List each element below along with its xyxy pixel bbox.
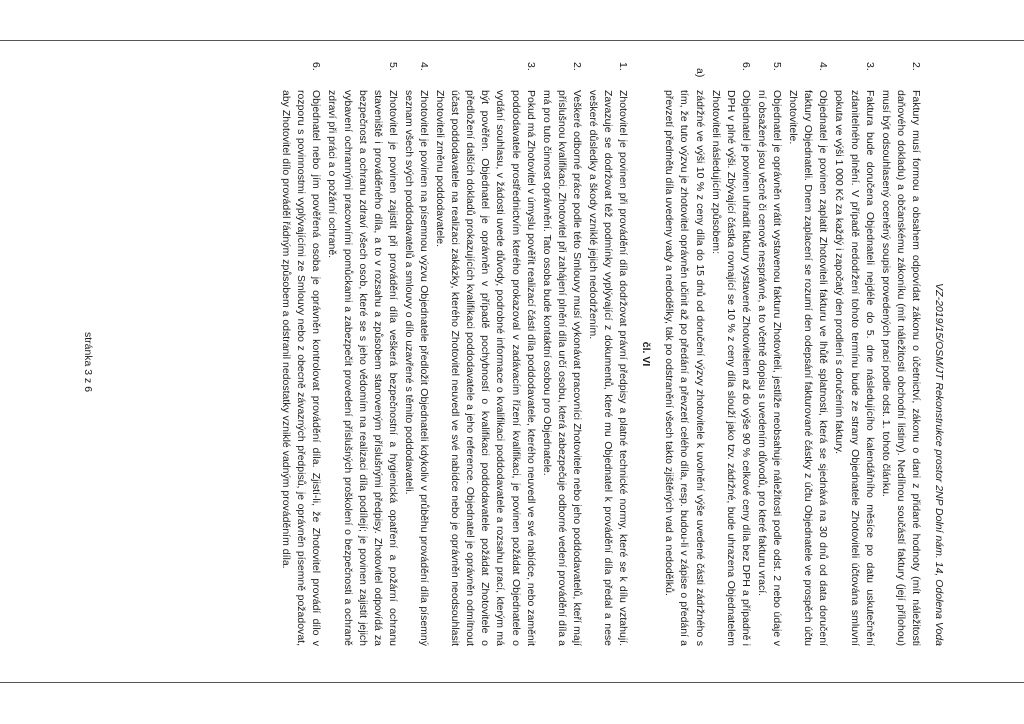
sub-item — [661, 62, 706, 646]
list-item-number: 2. — [909, 62, 922, 71]
sub-item-text: zádržné ve výši 10 % z ceny díla do 15 dnů od doručení výzvy zhotovitele k uvolnění výše uvedené části zádržného s tím, že tuto výzvu je zhotovitel oprávněn učinit až po předání a převzetí celého díla, resp. budou-li v zápise o předání a převzetí předmětu díla uvedeny vady a nedodělky, tak po odstranění všech takto zjištěných vad a nedodělků. — [663, 90, 706, 646]
top-rule — [0, 40, 1024, 41]
list-item-number: 4. — [418, 62, 430, 71]
page-header: VZ-2019/15/OSM/JT Rekonstrukce prostor 2NP Dolní nám. 14, Odolena Voda — [933, 283, 945, 646]
list-item — [785, 62, 830, 646]
payment-terms-list — [708, 62, 923, 646]
article-title: čl. VI — [640, 341, 653, 367]
list-item-text: Objednatel je povinen uhradit faktury vystavené Zhotovitelem až do výše 90 % celkové ceny díla bez DPH a případně i DPH v plné výši. Zbývající částka rovnající se 10 % z ceny díla slouží jako tzv. zádržné, bude uhrazena Objednatelem Zhotoviteli následujícím způsobem: — [709, 90, 752, 646]
list-item — [539, 62, 584, 646]
list-item-text: Veškeré odborné práce podle této Smlouvy musí vykonávat pracovníci Zhotovitele nebo jeho poddodavatelů, kteří mají příslušnou kvalifikaci. Zhotovitel při zahájení plnění díla určí osobu, která zabezpečuje odborné vedení provádění díla a má pro tuto činnost oprávnění. Tato osoba bude kontaktní osobou pro Objednatele. — [540, 90, 583, 646]
list-item-number: 5. — [771, 62, 784, 71]
list-item — [708, 62, 753, 646]
list-item-number: 6. — [310, 62, 323, 71]
article-items-list — [278, 62, 630, 646]
rotated-page — [72, 42, 952, 682]
list-item — [278, 62, 323, 646]
list-item-text: Objednatel nebo jím pověřená osoba je oprávněn kontrolovat provádění díla. Zjistí-li, že Zhotovitel provádí dílo v rozporu s povinnostmi vyplývajícími ze Smlouvy nebo z obecně závazných předpisů, je oprávněn písemně požadovat, aby Zhotovitel dílo prováděl řádným způsobem a odstranil nedostatky vzniklé vadným prováděním díla. — [280, 90, 323, 646]
page-footer: stránka 3 z 6 — [82, 331, 95, 393]
list-item — [831, 62, 876, 646]
list-item-text: Objednatel je povinen zaplatit Zhotoviteli fakturu ve lhůtě splatnosti, která se sjednává na 30 dnů od data doručení faktury Objednateli. Dnem zaplacení se rozumí den odepsání fakturované částky z účtu Objednatele ve prospěch účtu Zhotovitele. — [787, 90, 830, 646]
list-item-number: 1. — [617, 62, 630, 71]
list-item — [585, 62, 630, 646]
list-item-text: Objednatel je oprávněn vrátit vystavenou fakturu Zhotoviteli, jestliže neobsahuje náležitosti podle odst. 2 nebo údaje v ní obsažené jsou věcně či cenově nesprávné, a to včetně dopisu s uvedením důvodů, pro které fakturu vrací. — [755, 90, 784, 646]
list-item-text: Pokud má Zhotovitel v úmyslu pověřit realizací části díla poddodavatele, kterého neuvedl ve své nabídce, nebo zaměnit poddodavatele prostřednictvím kterého prokazoval v zadávacím řízení kvalifikaci, je povinen požádat Objednatele o vydání souhlasu, v žádosti uvede důvody, podrobné informace o kvalifikaci poddodavatele a rozsahu prací, kterým má být pověřen. Objednatel je oprávněn v případě pochybností o kvalifikaci poddodavatele požádat Zhotovitele o předložení dalších dokladů prokazujících kvalifikaci poddodavatele a jeho reference. Objednatel je oprávněn odmítnout účast poddodavatele na realizaci zakázky, kterého Zhotovitel neuvedl ve své nabídce nebo je oprávněn neodsouhlasit Zhotoviteli změnu poddodavatele. — [434, 90, 537, 646]
list-item-number: 3. — [863, 62, 876, 71]
list-item-text: Faktury musí formou a obsahem odpovídat zákonu o účetnictví, zákonu o dani z přidané hodnoty (mít náležitosti daňového dokladu) a občanskému zákoníku (mít náležitosti obchodní listiny). Nedílnou součástí faktury (její přílohou) musí být odsouhlasený oceněný soupis provedených prací podle odst. 1. tohoto článku. — [879, 90, 922, 646]
list-item-text: Zhotovitel je povinen při provádění díla dodržovat právní předpisy a platné technické normy, které se k dílu vztahují. Zavazuje se dodržovat též podmínky vyplývající z dokumentů, které mu Objednatel k provádění díla předal a nese veškeré důsledky a škody vzniklé jejich nedodržením. — [587, 90, 630, 646]
sub-item-label: a) — [693, 68, 706, 78]
list-item — [401, 62, 431, 646]
bottom-rule — [0, 682, 1024, 683]
list-item-number: 2. — [570, 62, 583, 71]
list-item-number: 3. — [524, 62, 537, 71]
list-item — [878, 62, 923, 646]
list-item — [754, 62, 784, 646]
list-item-number: 4. — [817, 62, 830, 71]
list-item-text: Zhotovitel je povinen zajistit při provádění díla veškerá bezpečnostní a hygienická opatření a požární ochranu staveniště i prováděného díla, a to v rozsahu a způsobem stanoveným příslušnými předpisy. Zhotovitel odpovídá za bezpečnost a ochranu zdraví všech osob, které se s jeho vědomím na realizaci díla podílejí; je povinen zajistit jejich vybavení ochrannými pracovními pomůckami a zabezpečit provedení příslušných proškolení o bezpečnosti a ochraně zdraví při práci a o požární ochraně. — [326, 90, 399, 646]
list-item-text: Zhotovitel je povinen na písemnou výzvu Objednatele předložit Objednateli kdykoliv v průběhu provádění díla písemný seznam všech svých poddodavatelů a smlouvy o dílo uzavřené s těmito poddodavateli. — [402, 90, 430, 646]
list-item-text: Faktura bude doručena Objednateli nejdéle do 5. dne následujícího kalendářního měsíce po datu uskutečnění zdanitelného plnění. V případě nedodržení tohoto termínu bude ze strany Objednatele Zhotoviteli účtována smluvní pokuta ve výši 1 000 Kč za každý i započatý den prodlení s doručením faktury. — [833, 90, 876, 646]
list-item-number: 6. — [739, 62, 752, 71]
list-item — [432, 62, 538, 646]
list-item — [324, 62, 399, 646]
list-item-number: 5. — [386, 62, 399, 71]
